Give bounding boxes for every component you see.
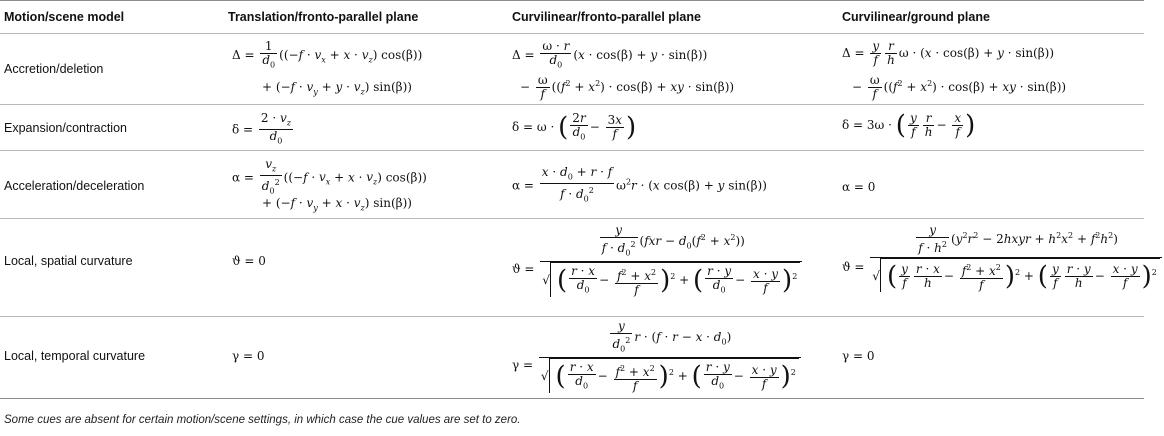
row-divider bbox=[0, 316, 1144, 317]
row-divider bbox=[0, 218, 1144, 219]
formula-acceleration-translation: α = $\frac{v_z}{d_0^2}$ ($(-f \cdot v_x + x \cdot v_z)$ cos(β)) bbox=[232, 157, 427, 196]
row-label-accretion: Accretion/deletion bbox=[4, 62, 104, 76]
formula-expansion-curv-fronto: δ = ω · ( $\frac{2r}{d_0}$ − $\frac{3x}{f}$ ) bbox=[512, 111, 637, 143]
row-label-acceleration: Acceleration/deceleration bbox=[4, 179, 145, 193]
formula-accretion-curv-ground: Δ = $\frac{y}{f}$ $\frac{r}{h}$ ω · (x · cos(β) + y · sin(β)) bbox=[842, 39, 1055, 67]
formula-temporal-curvature-curv-fronto: γ = $\frac{y}{d_0^2}$ $r \cdot (f \cdot r - x \cdot d_0)$ √ ( $\frac{r \cdot x}{d_0}$ − $\frac{f^2 + x^2}{f}$ )$^2$ + ( $\frac{r \cdot y}{d_0}$ − $\frac{x \cdot y}{f}$ )$^2$ bbox=[512, 320, 803, 393]
formula-temporal-curvature-curv-ground: γ = 0 bbox=[842, 349, 875, 363]
formula-accretion-translation-line2: + $(-f \cdot v_y + y \cdot v_z)$ sin(β)) bbox=[262, 80, 412, 97]
formula-acceleration-curv-fronto: α = $\frac{x \cdot d_0 + r \cdot f}{f \cdot d_0^2}$ $\omega^2r \cdot (x$ cos(β) + y sin(β)) bbox=[512, 165, 767, 204]
row-label-temporal-curvature: Local, temporal curvature bbox=[4, 349, 146, 363]
table-bottom-rule bbox=[0, 398, 1144, 399]
formula-temporal-curvature-translation: γ = 0 bbox=[232, 349, 265, 363]
row-divider bbox=[0, 33, 1144, 34]
table-footnote: Some cues are absent for certain motion/scene settings, in which case the cue values are set to zero. bbox=[4, 414, 521, 426]
row-divider bbox=[0, 104, 1144, 105]
formula-spatial-curvature-translation: ϑ = 0 bbox=[232, 254, 266, 268]
formula-accretion-curv-fronto-line2: − $\frac{\omega}{f}$ ($(f^2 + x^2) \cdot \cos(\beta)$ + xy · sin(β)) bbox=[520, 73, 735, 101]
formula-acceleration-curv-ground: α = 0 bbox=[842, 180, 876, 194]
header-curvilinear-fronto: Curvilinear/fronto-parallel plane bbox=[512, 10, 701, 24]
row-label-spatial-curvature: Local, spatial curvature bbox=[4, 254, 133, 268]
row-divider bbox=[0, 150, 1144, 151]
header-translation-fronto: Translation/fronto-parallel plane bbox=[228, 10, 419, 24]
formula-spatial-curvature-curv-ground: ϑ = $\frac{y}{f \cdot h^2}$ ($y^2r^2$ − 2hxyr + $h^2x^2 + f^2h^2$) √ ( $\frac{y}{f}$ $\frac{r \cdot x}{h}$ − $\frac{f^2 + x^2}{f}$ )$^2$ + ( $\frac{y}{f}$ $\frac{r \cdot y}{h}$ − $\frac{x \cdot y}{f}$ )$^2$ bbox=[842, 224, 1164, 292]
formula-expansion-curv-ground: δ = 3ω · ( $\frac{y}{f}$ $\frac{r}{h}$ − $\frac{x}{f}$ ) bbox=[842, 110, 976, 141]
header-motion-scene-model: Motion/scene model bbox=[4, 10, 125, 24]
table-top-rule bbox=[0, 0, 1144, 1]
row-label-expansion: Expansion/contraction bbox=[4, 121, 127, 135]
formula-acceleration-translation-line2: + $(-f \cdot v_y + x \cdot v_z)$ sin(β)) bbox=[262, 196, 412, 213]
formula-expansion-translation: δ = $\frac{2 \cdot v_z}{d_0}$ bbox=[232, 111, 291, 146]
header-curvilinear-ground: Curvilinear/ground plane bbox=[842, 10, 990, 24]
formula-accretion-curv-fronto: Δ = $\frac{\omega \cdot r}{d_0}$ (x · cos(β) + y · sin(β)) bbox=[512, 39, 708, 70]
formula-spatial-curvature-curv-fronto: ϑ = $\frac{y}{f \cdot d_0^2}$ $(fxr - d_0(f^2 + x^2))$ √ ( $\frac{r \cdot x}{d_0}$ − $\frac{f^2 + x^2}{f}$ )$^2$ + ( $\frac{r \cdot y}{d_0}$ − $\frac{x \cdot y}{f}$ )$^2$ bbox=[512, 224, 804, 297]
formula-accretion-curv-ground-line2: − $\frac{\omega}{f}$ ($(f^2 + x^2) \cdot \cos(\beta)$ + xy · sin(β)) bbox=[852, 73, 1067, 101]
formula-accretion-translation: Δ = $\frac{1}{d_0}$ ($(-f \cdot v_x + x \cdot v_z)$ cos(β)) bbox=[232, 39, 423, 70]
